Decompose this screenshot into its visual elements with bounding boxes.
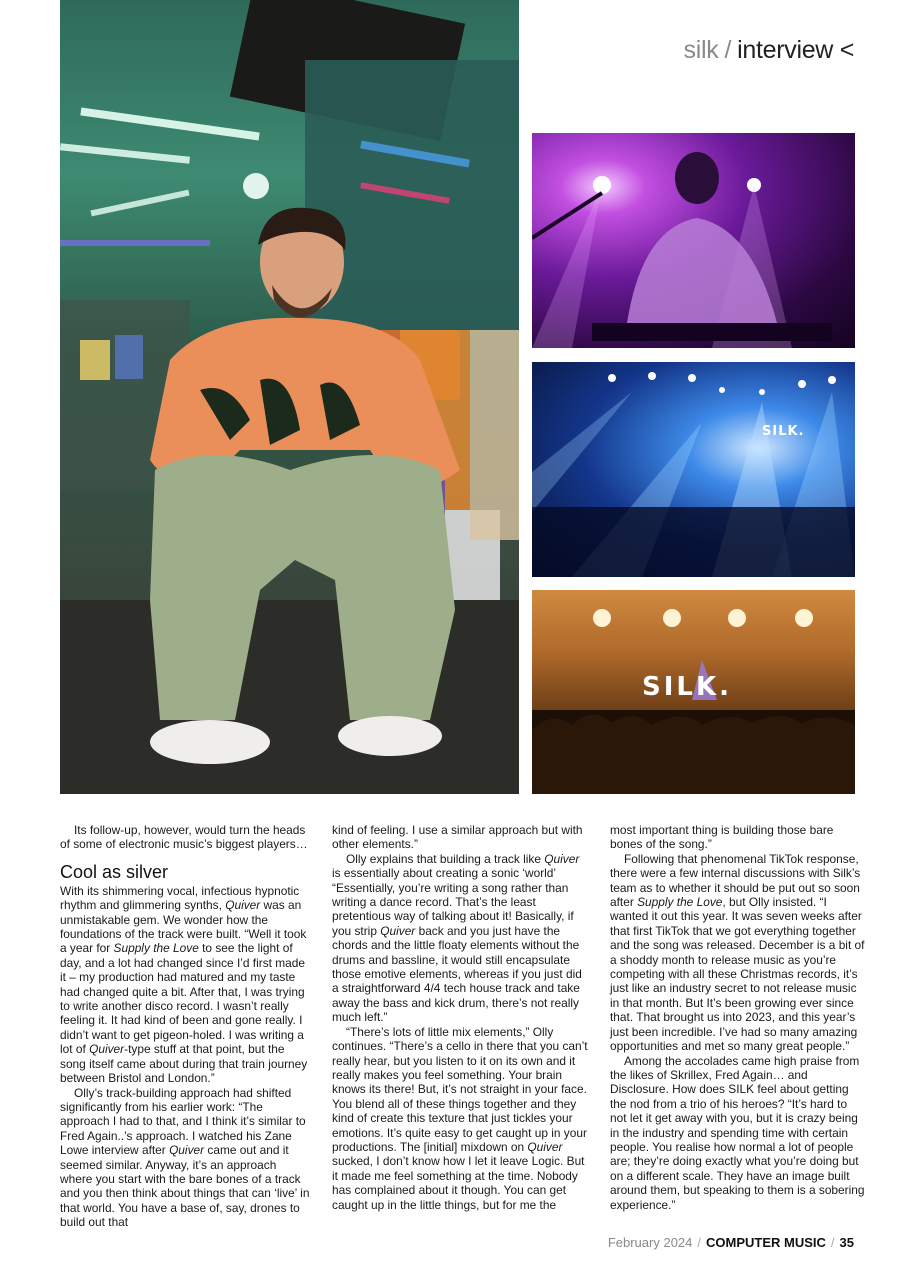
article-column-3 xyxy=(610,823,865,1218)
folio-separator: / xyxy=(830,1235,835,1250)
section-tag xyxy=(684,36,854,65)
page-number: 35 xyxy=(839,1235,854,1250)
paragraph: Olly explains that building a track like Quiver is essentially about creating a sonic ‘world’ “Essentially, you’re writing a song rather than writing a dance record. That’s the least pretentious way of talking about it! Basically, if you strip Quiver back and you just have the chords and the little floaty elements without the drums and bassline, it would still encapsulate those emotive elements, whereas if you just did a straightforward 4/4 tech house track and take away the bass and kick drum, there’s not really much left.” xyxy=(332,851,582,1025)
stage-photo-amber xyxy=(532,590,855,794)
folio-separator: / xyxy=(697,1235,702,1250)
main-portrait-photo xyxy=(60,0,519,794)
paragraph: Its follow-up, however, would turn the heads of some of electronic music’s biggest players… xyxy=(60,823,308,852)
stage-photo-purple-illustration xyxy=(532,133,855,348)
main-portrait-illustration xyxy=(60,0,519,794)
stage-photo-blue xyxy=(532,362,855,577)
paragraph: most important thing is building those bare bones of the song.” xyxy=(610,823,834,852)
section-tag-separator: / xyxy=(724,36,732,64)
page-folio xyxy=(608,1235,854,1250)
paragraph: “There’s lots of little mix elements,” Olly continues. “There’s a cello in there that you can’t really hear, but you listen to it on its own and it really makes you feel something. Your brain knows its there! But, it’s not straight in your face. You blend all of these things together and they kind of create this texture that just tickles your emotions. It’s quite easy to get caught up in your productions. The [initial] mixdown on Quiver sucked, I don’t know how I let it leave Logic. But it made me feel something at the time. Nobody has complained about it though. You can get caught up in the little things, but for me the xyxy=(332,1024,588,1212)
stage-photo-purple xyxy=(532,133,855,348)
folio-date: February 2024 xyxy=(607,1235,693,1250)
subheading: Cool as silver xyxy=(60,861,169,882)
paragraph: With its shimmering vocal, infectious hypnotic rhythm and glimmering synths, Quiver was an unmistakable gem. We wonder how the foundations of the track were built. “Well it took a year for Supply the Love to see the light of day, and a lot had changed since I’d first made it – my production had matured and my taste had changed quite a bit. After that, I was trying to write another disco record. I wasn’t really feeling it. It had kind of been and gone really. I didn’t want to get pigeon-holed. I was writing a lot of Quiver-type stuff at that point, but the song itself came about during that train journey between Bristol and London.” xyxy=(60,883,308,1086)
stage-photo-blue-illustration xyxy=(532,362,855,577)
paragraph: Following that phenomenal TikTok response, there were a few internal discussions with Silk’s team as to whether it should be put out so soon after Supply the Love, but Olly insisted. “I wanted it out this year. It was seven weeks after that first TikTok that we got everything together and the song was released. December is a bit of a shoddy month to release music as you’re competing with all these Christmas records, it’s just like an industry secret to not release music in that month. But It’s been growing ever since that. That brought us into 2023, and this year’s just been incredible. I’ve had so many amazing opportunities and met so many great people.” xyxy=(610,851,865,1054)
article-column-1 xyxy=(60,823,312,1230)
article-body xyxy=(60,823,865,1230)
paragraph: Olly’s track-building approach had shifted significantly from his earlier work: “The approach I had to that, and I think it’s similar to Fred Again..’s approach. I watched his Zane Lowe interview after Quiver came out and it seemed similar. Anyway, it’s an approach where you start with the bare bones of a track and you then think about things that can ‘live’ in that world. You have a base of, say, drones to build out that xyxy=(60,1085,310,1230)
stage-photo-blue-sign: SILK. xyxy=(762,424,805,439)
stage-photo-amber-sign: SILK. xyxy=(642,672,732,702)
paragraph: Among the accolades came high praise from the likes of Skrillex, Fred Again… and Disclosure. How does SILK feel about getting the nod from a trio of his heroes? “It’s hard to not let it get away with you, but it is crazy being in the industry and spending time with certain people. You realise how normal a lot of people are; they’re doing exactly what you’re doing but on a different scale. They have an image built around them, but speaking to them is a sobering experience.” xyxy=(610,1053,865,1212)
folio-magazine: COMPUTER MUSIC xyxy=(706,1235,826,1250)
paragraph: kind of feeling. I use a similar approach but with other elements.” xyxy=(332,823,583,852)
section-tag-label: interview < xyxy=(737,36,854,64)
article-column-2 xyxy=(332,823,590,1218)
section-tag-name: silk xyxy=(683,36,719,64)
